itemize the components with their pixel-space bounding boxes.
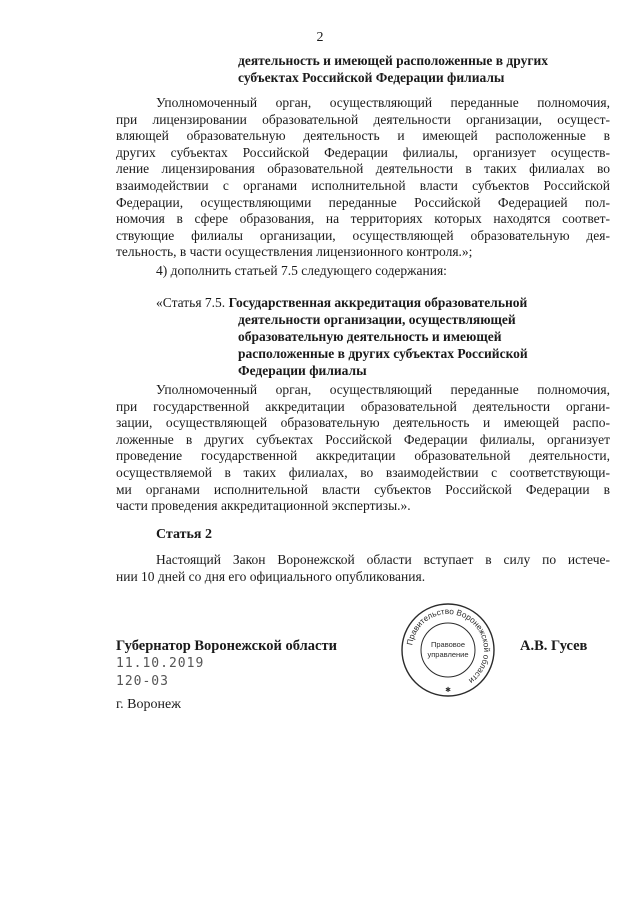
paragraph-entry-into-force xyxy=(116,552,610,585)
article-7-5-title xyxy=(238,311,598,379)
article-title-line: деятельности организации, осуществляющей xyxy=(238,312,516,327)
article-prefix: «Статья 7.5. xyxy=(156,295,226,310)
seal-ring-text: Правительство Воронежской области xyxy=(405,606,492,686)
text-line: ложенные в других субъектах Российской Федерации филиалы, организует xyxy=(116,431,610,447)
text-line: ление лицензирования образовательной деятельности в таких филиалах во xyxy=(116,161,610,177)
governor-name: А.В. Гусев xyxy=(520,638,588,654)
text-line: при лицензировании образовательной деятельности организации, осущест- xyxy=(116,111,610,127)
text-line: Федерации, осуществляющими переданные Российской Федерацией пол- xyxy=(116,194,610,210)
city: г. Воронеж xyxy=(116,697,181,712)
text-line: части проведения аккредитационной экспертизы.». xyxy=(116,498,411,514)
text-line: при государственной аккредитации образовательной деятельности органи- xyxy=(116,398,610,414)
page-number: 2 xyxy=(316,30,324,45)
seal-star-icon: ✱ xyxy=(445,686,451,694)
article-title-line: Государственная аккредитация образовательной xyxy=(228,295,528,310)
seal-center-line: Правовое xyxy=(430,640,466,649)
heading-continuation xyxy=(238,52,598,86)
text-line: Уполномоченный орган, осуществляющий переданные полномочия, xyxy=(156,382,610,397)
paragraph-licensing xyxy=(116,95,610,261)
paragraph-accreditation xyxy=(116,382,610,515)
text-line: взаимодействии с органами исполнительной власти субъектов Российской xyxy=(116,177,610,193)
article-7-5-heading xyxy=(156,294,616,311)
text-line: зации, осуществляющей образовательную деятельность и имеющей распо- xyxy=(116,415,610,431)
article-2-heading: Статья 2 xyxy=(156,527,212,542)
text-line: проведение государственной аккредитации образовательной деятельности, xyxy=(116,448,610,464)
text-line: вляющей образовательную деятельность и имеющей расположенные в xyxy=(116,128,610,144)
text-line: номочия в сфере образования, на территориях которых находятся соответ- xyxy=(116,211,610,227)
item-4: 4) дополнить статьей 7.5 следующего содержания: xyxy=(156,263,447,278)
article-title-line: образовательную деятельность и имеющей xyxy=(238,329,502,344)
article-title-line: расположенные в других субъектах Российской xyxy=(238,346,528,361)
article-title-line: Федерации филиалы xyxy=(238,363,367,378)
text-line: Уполномоченный орган, осуществляющий переданные полномочия, xyxy=(156,95,610,110)
document-number: 120-03 xyxy=(116,674,169,689)
text-line: Настоящий Закон Воронежской области вступает в силу по истече- xyxy=(156,552,610,567)
heading-line: деятельность и имеющей расположенные в других xyxy=(238,53,548,68)
text-line: ствующие филиалы организации, осуществляющей образовательную дея- xyxy=(116,227,610,243)
text-line: нии 10 дней со дня его официального опубликования. xyxy=(116,568,426,584)
text-line: ми органами исполнительной власти субъектов Российской Федерации в xyxy=(116,481,610,497)
heading-line: субъектах Российской Федерации филиалы xyxy=(238,70,505,85)
seal-center-line: управление xyxy=(427,650,469,659)
official-seal xyxy=(398,600,498,700)
document-date: 11.10.2019 xyxy=(116,656,205,671)
text-line: тельность, в части осуществления лицензионного контроля.»; xyxy=(116,244,473,260)
governor-title: Губернатор Воронежской области xyxy=(116,638,337,654)
text-line: осуществляемой в таких филиалах, во взаимодействии с соответствующи- xyxy=(116,464,610,480)
text-line: других субъектах Российской Федерации филиалы, организует осуществ- xyxy=(116,144,610,160)
